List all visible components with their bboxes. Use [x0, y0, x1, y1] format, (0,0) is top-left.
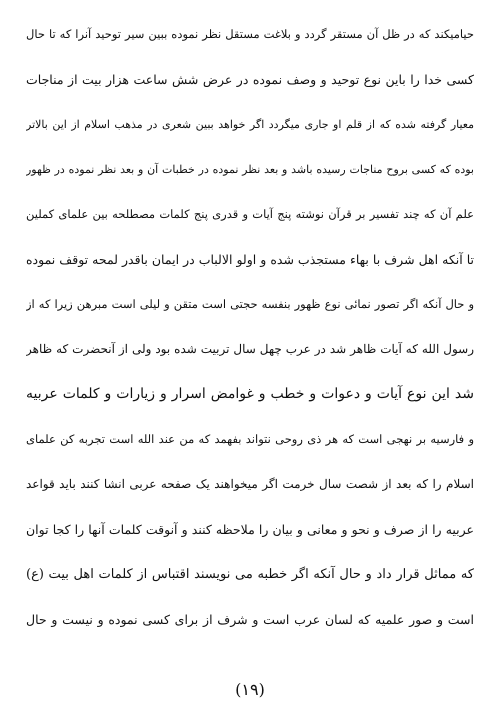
text-line: کسی خدا را باین نوع توحید و وصف نموده در عرض شش ساعت هزار بیت از مناجات — [26, 72, 474, 87]
body-text — [26, 12, 474, 642]
text-line: معیار گرفته شده که از قلم او جاری میگردد اگر خواهد ببین شعری در مذهب اسلام از این بالاتر — [26, 118, 474, 131]
text-line: است و صور علمیه که لسان عرب است و شرف از برای کسی نموده و نیست و حال — [26, 612, 474, 627]
text-line: اسلام را که بعد از شصت سال خرمت اگر میخواهند یک صفحه عربی انشا کنند باید قواعد — [26, 477, 474, 491]
text-line: شد این نوع آیات و دعوات و خطب و غوامض اسرار و زیارات و کلمات عربیه — [26, 386, 474, 402]
text-line: علم آن که چند تفسیر بر قرآن نوشته پنج آیات و قدری پنج کلمات مصطلحه بین علمای کملین — [26, 207, 474, 221]
text-line: و حال آنکه اگر تصور نمائی نوع ظهور بنفسه حجتی است متقن و لیلی است مبرهن زیرا که از — [26, 297, 474, 311]
text-line: که مماثل قرار داد و حال آنکه اگر خطبه می نویسند اقتباس از کلمات اهل بیت (ع) — [26, 567, 474, 582]
page-number: (۱۹) — [235, 680, 265, 699]
text-line: عربیه را از صرف و نحو و معانی و بیان را ملاحظه کنند و آنوقت کلمات آنها را کجا توان — [26, 522, 474, 537]
text-line: تا آنکه اهل شرف با بهاء مستجذب شده و اولو الالباب در ایمان باقدر لمحه توقف نموده — [26, 252, 474, 267]
text-line: بوده که کسی بروح مناجات رسیده باشد و بعد نظر نموده در خطبات آن و بعد نظر نموده در ظهور — [26, 163, 474, 176]
text-line: رسول الله که آیات ظاهر شد در عرب چهل سال تربیت شده بود ولی از آنحضرت که ظاهر — [26, 342, 474, 356]
text-line: و فارسیه بر نهجی است که هر ذی روحی نتواند بفهمد که من عند الله است تجربه کن علمای — [26, 432, 474, 446]
text-line: حیامیکند که در ظل آن مستقر گردد و بلاغت مستقل نظر نموده ببین سیر توحید آنرا که تا حال — [26, 27, 474, 41]
